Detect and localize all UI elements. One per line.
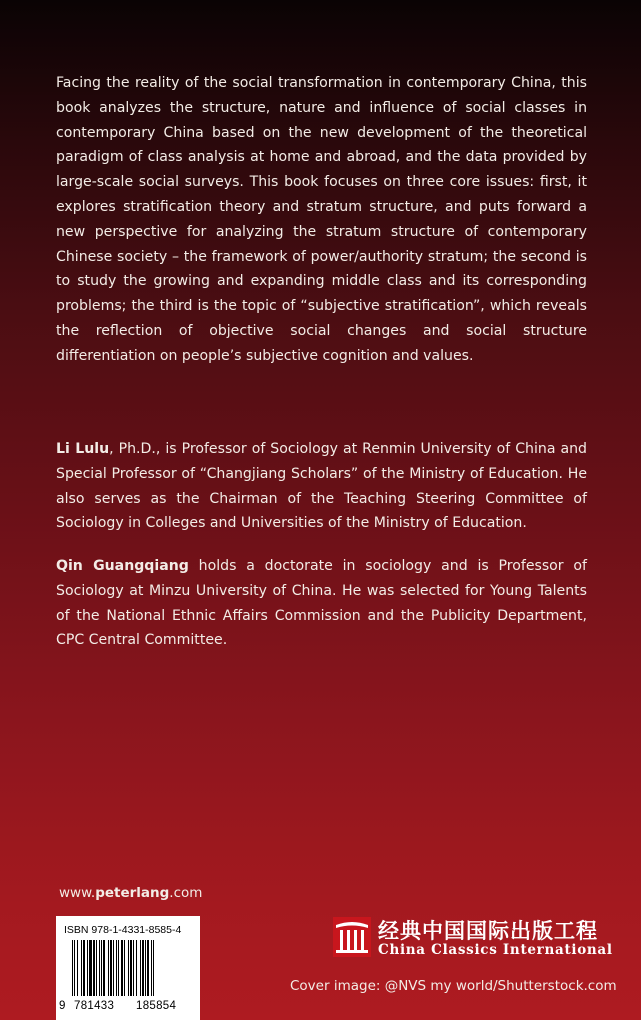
isbn-barcode [56,916,200,1020]
author-name: Li Lulu [56,441,110,457]
author-name: Qin Guangqiang [56,558,189,574]
barcode-digits-left: 781433 [74,1000,115,1012]
book-pillar-logo-icon [333,917,371,957]
cover-image-credit: Cover image: @NVS my world/Shutterstock.com [290,978,617,994]
barcode-digit-first: 9 [59,1000,66,1012]
author-bio-text: holds a doctorate in sociology and is Professor of Sociology at Minzu University of China. He was selected for Young Talents of the National Ethnic Affairs Commission and the Publicity Department, CPC Central Committee. [56,558,587,649]
isbn-label: ISBN 978-1-4331-8585-4 [64,924,182,936]
author-bio-text: , Ph.D., is Professor of Sociology at Renmin University of China and Special Professor of “Changjiang Scholars” of the Ministry of Education. He also serves as the Chairman of the Teaching Steering Committee of Sociology in Colleges and Universities of the Ministry of Education. [56,441,587,532]
barcode-digits-right: 185854 [136,1000,177,1012]
book-description: Facing the reality of the social transformation in contemporary China, this book analyzes the structure, nature and influence of social classes in contemporary China based on the new development of the theoretical paradigm of class analysis at home and abroad, and the data provided by large-scale social surveys. This book focuses on three core issues: first, it explores stratification theory and stratum structure, and puts forward a new perspective for analyzing the stratum structure of contemporary Chinese society – the framework of power/authority stratum; the second is to study the growing and expanding middle class and its corresponding problems; the third is the topic of “subjective stratification”, which reveals the reflection of objective social changes and social structure differentiation on people’s subjective cognition and values. [56,75,587,364]
author-bio-qin-guangqiang [56,554,587,653]
author-bio-li-lulu [56,437,587,536]
publisher-english-name: China Classics International [378,942,613,958]
barcode-bars [60,940,196,996]
publisher-website[interactable]: www.peterlang.com [59,885,203,901]
publisher-chinese-name: 经典中国国际出版工程 [378,918,598,943]
